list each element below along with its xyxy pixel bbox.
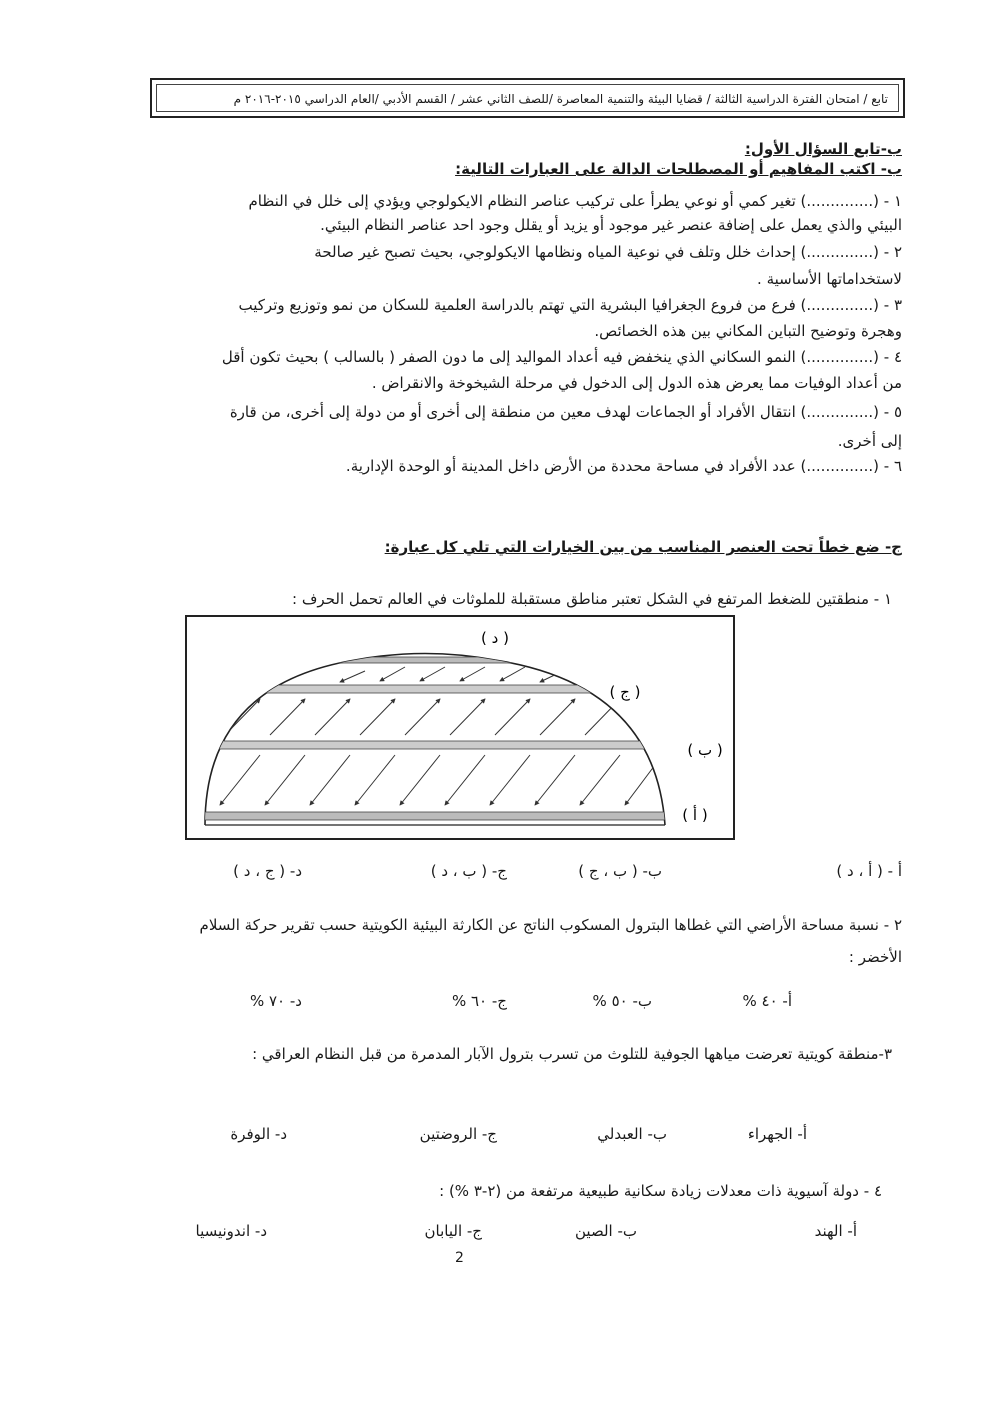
item-3-line-1: ٣ - (..............) فرع من فروع الجغرافيا البشرية التي تهتم بالدراسة العلمية للسكان من نمو وتوزيع وتركيب: [238, 296, 902, 314]
item-4-line-2: من أعداد الوفيات مما يعرض هذه الدول إلى الدخول في مرحلة الشيخوخة والانقراض .: [371, 374, 902, 392]
q1-option-d[interactable]: د- ( ج ، د ): [233, 862, 302, 880]
q4-option-c[interactable]: ج- اليابان: [424, 1222, 482, 1240]
item-4-line-1: ٤ - (..............) النمو السكاني الذي ينخفض فيه أعداد المواليد إلى ما دون الصفر ( بالسالب ) بحيث تكون أقل: [221, 348, 902, 366]
q1-option-c[interactable]: ج- ( ب ، د ): [430, 862, 507, 880]
label-b: ( ب ): [687, 741, 723, 759]
item-3-line-2: وهجرة وتوضيح التباين المكاني بين هذه الخصائص.: [594, 322, 902, 340]
q4-option-b[interactable]: ب- الصين: [575, 1222, 637, 1240]
belt-equatorial: [185, 812, 735, 820]
item-2-line-2: لاستخداماتها الأساسية .: [757, 270, 902, 288]
q1-text: ١ - منطقتين للضغط المرتفع في الشكل تعتبر مناطق مستقبلة للملوثات في العالم تحمل الحرف :: [292, 590, 892, 608]
label-d: ( د ): [481, 629, 509, 647]
q3-option-b[interactable]: ب- العبدلي: [597, 1125, 667, 1143]
label-a: ( أ ): [682, 806, 708, 824]
page-number: 2: [455, 1250, 464, 1266]
item-5-line-2: إلى أخرى.: [837, 432, 902, 450]
q2-option-b[interactable]: ب- ٥٠ %: [592, 992, 652, 1010]
item-2-line-1: ٢ - (..............) إحداث خلل وتلف في نوعية المياه ونظامها الايكولوجي، بحيث تصبح غير صالحة: [314, 243, 902, 261]
q3-option-a[interactable]: أ- الجهراء: [747, 1125, 807, 1143]
item-6-line-1: ٦ - (..............) عدد الأفراد في مساحة محددة من الأرض داخل المدينة أو الوحدة الإدارية.: [345, 457, 902, 475]
q2-line-1: ٢ - نسبة مساحة الأراضي التي غطاها البترول المسكوب الناتج عن الكارثة البيئية الكويتية حسب تقرير حركة السلام: [199, 916, 902, 934]
q3-option-c[interactable]: ج- الروضتين: [419, 1125, 497, 1143]
q1-option-b[interactable]: ب- ( ب ، ج ): [578, 862, 662, 880]
pressure-belts-svg: [185, 615, 735, 840]
q2-line-2: الأخضر :: [848, 948, 902, 966]
q4-text: ٤ - دولة آسيوية ذات معدلات زيادة سكانية طبيعية مرتفعة من (٢-٣ %) :: [439, 1182, 882, 1200]
section-c-title: ج- ضع خطاً تحت العنصر المناسب من بين الخيارات التي تلي كل عبارة:: [384, 538, 902, 556]
q2-option-a[interactable]: أ- ٤٠ %: [742, 992, 792, 1010]
label-j: ( ج ): [609, 683, 641, 701]
item-1-line-1: ١ - (..............) تغير كمي أو نوعي يطرأ على تركيب عناصر النظام الايكولوجي ويؤدي إلى خلل في النظام: [248, 192, 902, 210]
q3-text: ٣-منطقة كويتية تعرضت مياهها الجوفية للتلوث من تسرب بترول الآبار المدمرة من قبل النظام العراقي :: [252, 1045, 892, 1063]
section-b-title: ب- اكتب المفاهيم أو المصطلحات الدالة على العبارات التالية:: [455, 160, 902, 178]
exam-header-box: [150, 78, 905, 118]
exam-header-text: تابع / امتحان الفترة الدراسية الثالثة / قضايا البيئة والتنمية المعاصرة /للصف الثاني عشر / القسم الأدبي /العام الدراسي ٢٠١٥-٢٠١٦ م: [156, 84, 899, 112]
figure-frame: [186, 616, 734, 839]
q2-option-d[interactable]: د- ٧٠ %: [249, 992, 302, 1010]
item-5-line-1: ٥ - (..............) انتقال الأفراد أو الجماعات لهدف معين من منطقة إلى أخرى أو من دولة إلى أخرى، من قارة: [229, 403, 902, 421]
q4-option-a[interactable]: أ- الهند: [814, 1222, 857, 1240]
q3-option-d[interactable]: د- الوفرة: [230, 1125, 287, 1143]
continuation-title: ب-تابع السؤال الأول:: [744, 140, 902, 158]
q2-option-c[interactable]: ج- ٦٠ %: [451, 992, 507, 1010]
pressure-belts-figure: [185, 615, 735, 840]
q1-option-a[interactable]: أ - ( أ ، د ): [836, 862, 902, 880]
q4-option-d[interactable]: د- اندونيسيا: [195, 1222, 267, 1240]
item-1-line-2: البيئي والذي يعمل على إضافة عنصر غير موجود أو يزيد أو يقلل وجود احد عناصر النظام البيئي.: [320, 216, 902, 234]
